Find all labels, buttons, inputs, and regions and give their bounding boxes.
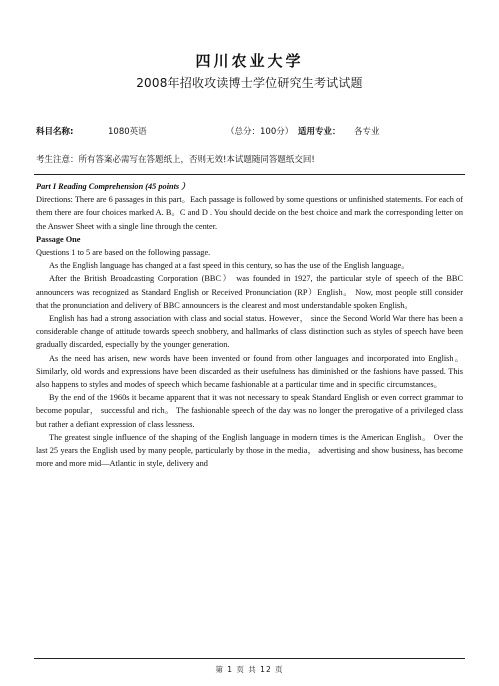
- subject-name-value: 1080英语: [108, 127, 147, 137]
- page-footer: 第 1 页 共 12 页: [215, 665, 284, 674]
- paragraph: English has had a strong association with class and social status. However， since the Second World War there has been a considerable change of attitude towards speech snobbery, and hallmarks of class distinction such as styles of speech have been gradually discarded, especially by the younger generation.: [36, 314, 463, 350]
- paragraph: As the English language has changed at a fast speed in this century, so has the use of the English language。: [49, 261, 410, 271]
- footer-divider: [34, 658, 465, 659]
- paragraph: After the British Broadcasting Corporation (BBC） was founded in 1927, the particular style of speech of the BBC announcers was recognized as Standard English or Received Pronunciation (RP）English。 Now, most people still consider that the pronunciation and delivery of BBC announcers is the clearest and most understandable spoken English。: [36, 274, 463, 310]
- header-divider: [34, 174, 465, 175]
- paragraph: As the need has arisen, new words have been invented or found from other languages and incorporated into English。Similarly, old words and expressions have been discarded as their usefulness has diminished or the fashions have passed. This also happens to styles and modes of speech which became fashionable at a particular time and in specific circumstances。: [36, 353, 463, 390]
- directions: Directions: There are 6 passages in this part。Each passage is followed by some questions or unfinished statements. For each of them there are four choices marked A. B。C and D . You should decide on the best choice and mark the corresponding letter on the Answer Sheet with a single line through the center.: [36, 195, 463, 231]
- subject-name-label: 科目名称:: [36, 127, 74, 137]
- part-title: Part I Reading Comprehension (45 points ）: [36, 182, 190, 191]
- paragraph: The greatest single influence of the shaping of the English language in modern times is the American English。 Over the last 25 years the English used by many people, particularly by those in the media， advertising and show business, has become more and more mid—Atlantic in style, delivery and: [36, 432, 463, 469]
- exam-title: 2008年招收攻读博士学位研究生考试试题: [136, 76, 363, 90]
- exam-notice: 考生注意：所有答案必需写在答题纸上，否则无效!本试题随同答题纸交回!: [36, 155, 315, 165]
- university-title: 四川农业大学: [195, 52, 304, 70]
- paragraph: By the end of the 1960s it became apparent that it was not necessary to speak Standard English or even correct grammar to become popular， successful and rich。 The fashionable speech of the day was no longer the prerogative of a privileged class but rather a defiant expression of class lessness.: [36, 393, 463, 429]
- major-label: 适用专业：: [298, 127, 341, 137]
- passage-title: Passage One: [36, 234, 81, 244]
- passage-intro: Questions 1 to 5 are based on the following passage.: [36, 248, 211, 258]
- total-score: （总分：100分）: [226, 127, 294, 137]
- exam-content: [36, 180, 463, 470]
- major-value: 各专业: [354, 127, 380, 137]
